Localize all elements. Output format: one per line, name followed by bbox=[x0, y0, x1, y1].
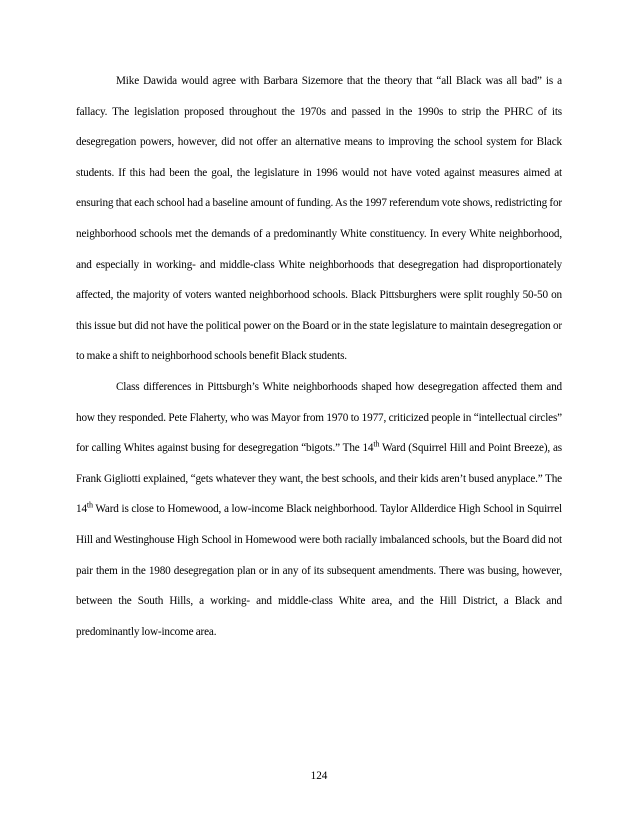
paragraph-1: Mike Dawida would agree with Barbara Sizemore that the theory that “all Black was all bad” is a fallacy. The legislation proposed throughout the 1970s and passed in the 1990s to strip the PHRC of its desegregation powers, however, did not offer an alternative means to improving the school system for Black students. If this had been the goal, the legislature in 1996 would not have voted against measures aimed at ensuring that each school had a baseline amount of funding. As the 1997 referendum vote shows, redistricting for neighborhood schools met the demands of a predominantly White constituency. In every White neighborhood, and especially in working- and middle-class White neighborhoods that desegregation had disproportionately affected, the majority of voters wanted neighborhood schools. Black Pittsburghers were split roughly 50-50 on this issue but did not have the political power on the Board or in the state legislature to maintain desegregation or to make a shift to neighborhood schools benefit Black students. bbox=[76, 75, 562, 363]
paragraph-2: Class differences in Pittsburgh’s White neighborhoods shaped how desegregation affected them and how they responded. Pete Flaherty, who was Mayor from 1970 to 1977, criticized people in “intellectual circles” for calling Whites against busing for desegregation “bigots.” The 14th Ward (Squirrel Hill and Point Breeze), as Frank Gigliotti explained, “gets whatever they want, the best schools, and their kids aren’t bused anyplace.” The 14th Ward is close to Homewood, a low-income Black neighborhood. Taylor Allderdice High School in Squirrel Hill and Westinghouse High School in Homewood were both racially imbalanced schools, but the Board did not pair them in the 1980 desegregation plan or in any of its subsequent amendments. There was busing, however, between the South Hills, a working- and middle-class White area, and the Hill District, a Black and predominantly low-income area. bbox=[76, 380, 562, 638]
page-number: 124 bbox=[310, 770, 328, 782]
page-body-text bbox=[76, 66, 562, 647]
ordinal-superscript: th bbox=[86, 500, 93, 510]
ordinal-superscript: th bbox=[373, 439, 380, 449]
